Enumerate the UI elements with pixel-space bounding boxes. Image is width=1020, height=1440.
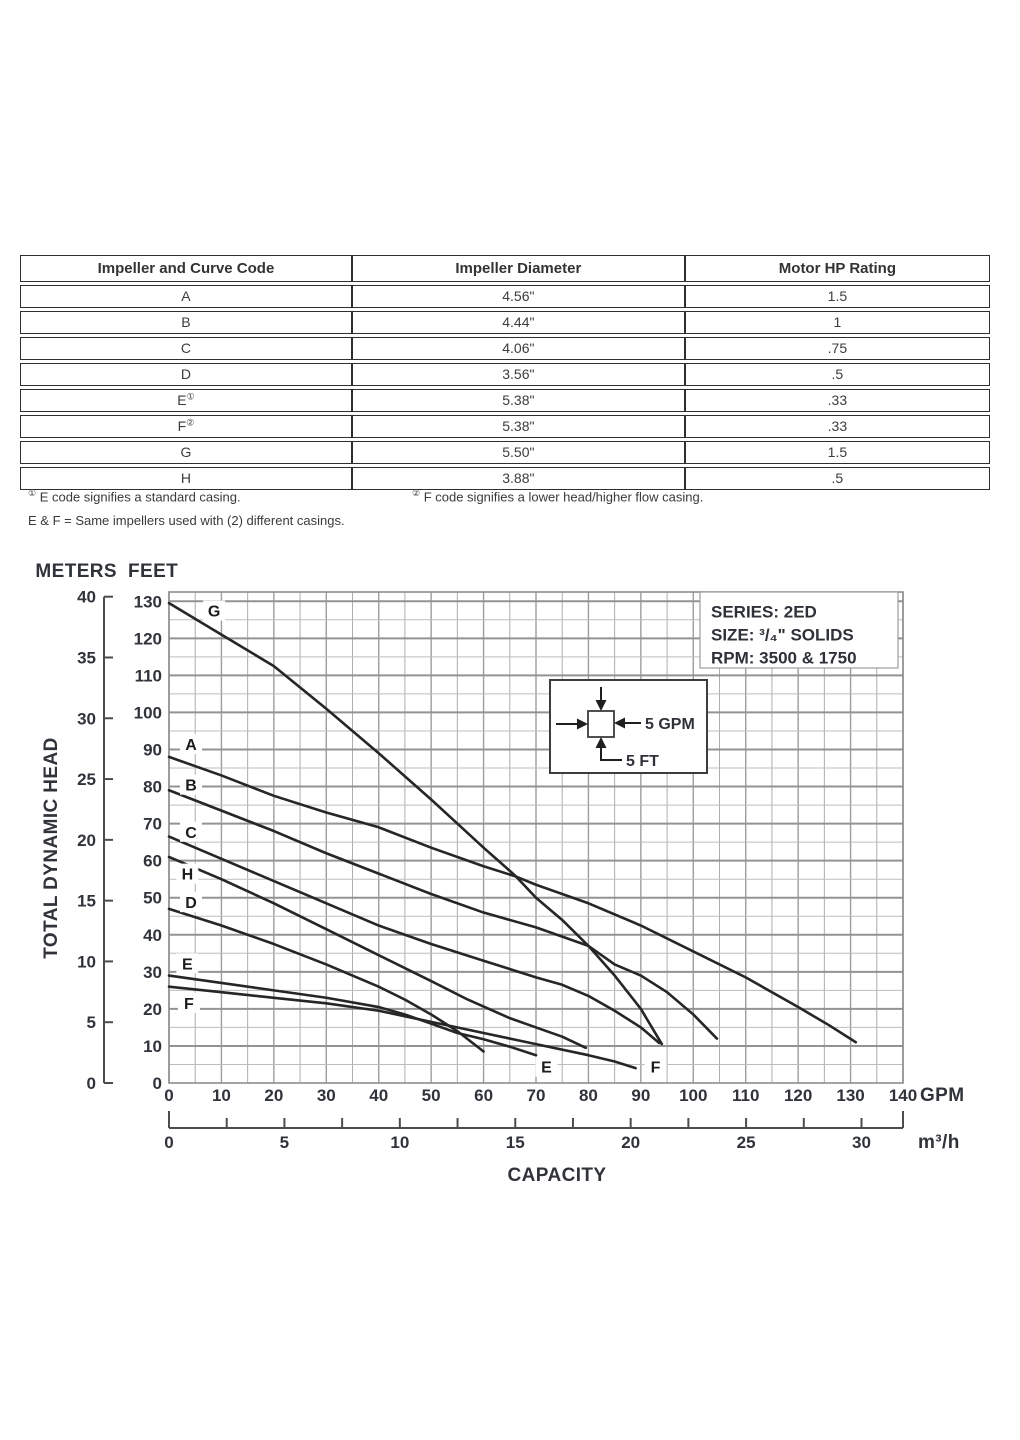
m3h-tick-label: 5 — [279, 1133, 290, 1152]
feet-tick-label: 10 — [143, 1036, 162, 1056]
series-info-line: SIZE: ³/₄" SOLIDS — [711, 625, 854, 645]
cell-impeller-diameter: 5.38" — [352, 415, 685, 438]
cell-curve-code: H — [20, 467, 352, 490]
feet-tick-label: 30 — [143, 962, 162, 982]
grid-cell-sample — [588, 711, 614, 737]
cell-impeller-diameter: 5.38" — [352, 389, 685, 412]
curve-label-A: A — [185, 736, 197, 754]
cell-curve-code: E① — [20, 389, 352, 412]
cell-impeller-diameter: 4.56" — [352, 285, 685, 308]
cell-impeller-diameter: 4.44" — [352, 311, 685, 334]
y-axis-title: TOTAL DYNAMIC HEAD — [41, 737, 62, 959]
cell-motor-hp: 1.5 — [685, 441, 990, 464]
feet-tick-label: 120 — [133, 629, 162, 649]
m3h-tick-label: 0 — [164, 1133, 174, 1152]
curve-label-B: B — [185, 777, 197, 795]
gpm-tick-label: 100 — [679, 1086, 708, 1105]
table-row — [20, 389, 990, 412]
meters-tick-label: 10 — [77, 952, 96, 972]
curve-C — [169, 837, 659, 1043]
meters-tick-label: 5 — [86, 1013, 96, 1033]
cell-curve-code: F② — [20, 415, 352, 438]
gpm-tick-label: 140 — [888, 1086, 918, 1105]
cell-motor-hp: .75 — [685, 337, 990, 360]
table-header-row — [20, 255, 990, 282]
meters-tick-label: 0 — [86, 1074, 96, 1093]
curve-label-G: G — [207, 603, 221, 621]
x-axis-title: CAPACITY — [507, 1165, 607, 1186]
m3h-tick-label: 25 — [736, 1133, 756, 1152]
gpm-tick-label: 90 — [631, 1086, 651, 1105]
cell-footnote-marker: ② — [186, 417, 195, 428]
m3h-tick-label: 15 — [505, 1133, 525, 1152]
curve-label-F: F — [650, 1059, 661, 1077]
feet-tick-label: 20 — [143, 999, 162, 1019]
cell-motor-hp: .33 — [685, 389, 990, 412]
table-row — [20, 441, 990, 464]
m3h-tick-label: 30 — [852, 1133, 871, 1152]
cell-impeller-diameter: 3.88" — [352, 467, 685, 490]
gpm-tick-label: 70 — [526, 1086, 546, 1105]
curve-label-C: C — [185, 824, 197, 842]
m3h-unit-label: m³/h — [918, 1132, 960, 1153]
cell-motor-hp: .33 — [685, 415, 990, 438]
footnote-same-impellers: E & F = Same impellers used with (2) different casings. — [28, 513, 345, 528]
table-row — [20, 285, 990, 308]
footnote-lower-head-casing — [412, 488, 703, 504]
gpm-tick-label: 120 — [783, 1086, 813, 1105]
cell-curve-code: G — [20, 441, 352, 464]
series-info-line: SERIES: 2ED — [711, 602, 817, 622]
meters-tick-label: 40 — [77, 587, 96, 607]
curve-label-D: D — [185, 895, 197, 913]
feet-scale-label: FEET — [128, 561, 179, 582]
feet-tick-label: 90 — [143, 740, 162, 760]
cell-curve-code: B — [20, 311, 352, 334]
footnote-standard-casing — [28, 488, 241, 504]
meters-tick-label: 20 — [77, 830, 96, 850]
cell-impeller-diameter: 5.50" — [352, 441, 685, 464]
impeller-table — [20, 252, 990, 493]
feet-tick-label: 80 — [143, 777, 162, 797]
meters-tick-label: 30 — [77, 709, 96, 729]
feet-tick-label: 70 — [143, 814, 162, 834]
feet-tick-label: 110 — [134, 666, 162, 686]
col-header-diameter: Impeller Diameter — [352, 255, 685, 282]
meters-tick-label: 15 — [77, 891, 96, 911]
feet-tick-label: 50 — [143, 888, 162, 908]
cell-footnote-marker: ① — [186, 391, 195, 402]
feet-tick-label: 40 — [143, 925, 162, 945]
legend-ft-label: 5 FT — [626, 753, 659, 770]
impeller-table-head — [20, 255, 990, 282]
series-info-line: RPM: 3500 & 1750 — [711, 648, 857, 668]
feet-tick-label: 100 — [133, 703, 162, 723]
curve-label-F: F — [184, 995, 194, 1013]
m3h-tick-label: 20 — [621, 1133, 641, 1152]
table-row — [20, 467, 990, 490]
footnote-1-marker: ① — [28, 488, 37, 498]
gpm-tick-label: 10 — [211, 1086, 231, 1105]
col-header-hp: Motor HP Rating — [685, 255, 990, 282]
curve-label-E: E — [182, 956, 193, 974]
meters-tick-label: 25 — [77, 770, 96, 790]
gpm-tick-label: 40 — [369, 1086, 389, 1105]
table-row — [20, 415, 990, 438]
cell-impeller-diameter: 3.56" — [352, 363, 685, 386]
col-header-code: Impeller and Curve Code — [20, 255, 352, 282]
m3h-tick-label: 10 — [390, 1133, 410, 1152]
cell-motor-hp: .5 — [685, 363, 990, 386]
gpm-tick-label: 60 — [474, 1086, 494, 1105]
legend-gpm-label: 5 GPM — [645, 716, 695, 733]
cell-motor-hp: 1 — [685, 311, 990, 334]
cell-motor-hp: 1.5 — [685, 285, 990, 308]
cell-curve-code: D — [20, 363, 352, 386]
impeller-table-body — [20, 285, 990, 490]
gpm-tick-label: 50 — [421, 1086, 441, 1105]
cell-curve-code: A — [20, 285, 352, 308]
gpm-tick-label: 20 — [264, 1086, 284, 1105]
gpm-tick-label: 0 — [164, 1086, 174, 1105]
gpm-tick-label: 110 — [731, 1086, 760, 1105]
table-row — [20, 311, 990, 334]
footnote-2-marker: ② — [412, 488, 421, 498]
footnote-2-text: F code signifies a lower head/higher flow casing. — [423, 489, 704, 505]
meters-tick-label: 35 — [77, 648, 96, 668]
feet-tick-label: 60 — [143, 851, 162, 871]
gpm-tick-label: 130 — [836, 1086, 865, 1105]
curve-label-E: E — [541, 1059, 552, 1077]
meters-scale-label: METERS — [35, 561, 117, 582]
gpm-tick-label: 30 — [316, 1086, 336, 1105]
footnote-1-text: E code signifies a standard casing. — [39, 489, 241, 505]
feet-tick-label: 130 — [133, 592, 162, 612]
curve-A — [169, 757, 856, 1042]
cell-curve-code: C — [20, 337, 352, 360]
pump-curve-chart — [0, 540, 1020, 1240]
curve-label-H: H — [181, 866, 194, 884]
cell-motor-hp: .5 — [685, 467, 990, 490]
table-row — [20, 363, 990, 386]
gpm-tick-label: 80 — [578, 1086, 598, 1105]
cell-impeller-diameter: 4.06" — [352, 337, 685, 360]
gpm-unit-label: GPM — [920, 1085, 965, 1106]
table-row — [20, 337, 990, 360]
feet-tick-label: 0 — [152, 1074, 162, 1093]
